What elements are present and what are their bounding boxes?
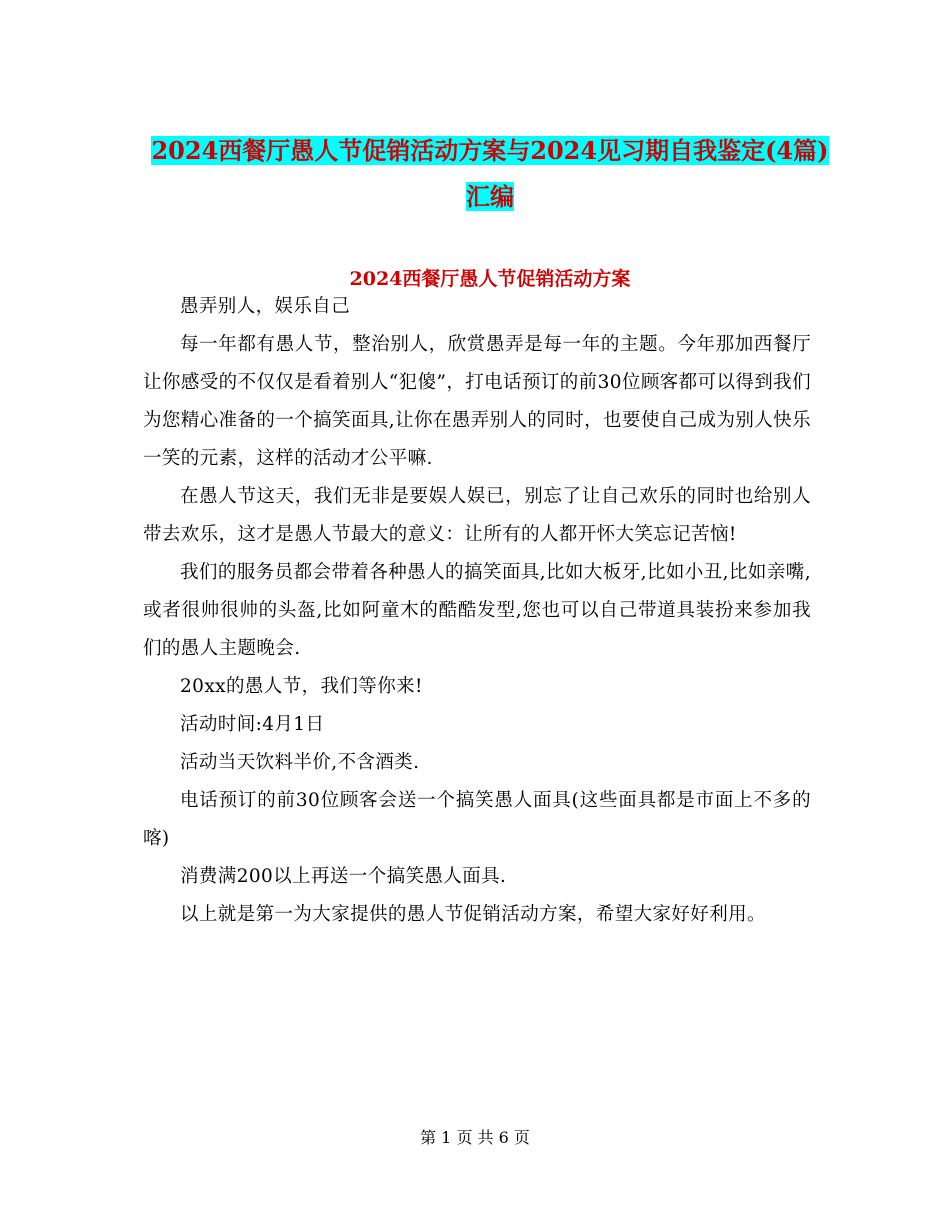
paragraph-event-time: 活动时间:4月1日	[180, 714, 325, 735]
document-title-text: 2024西餐厅愚人节促销活动方案与2024见习期自我鉴定(4篇)汇编	[151, 136, 829, 212]
paragraph-closing: 以上就是第一为大家提供的愚人节促销活动方案，希望大家好好利用。	[180, 904, 766, 925]
paragraph-intro: 每一年都有愚人节，整治别人，欣赏愚弄是每一年的主题。今年那加西餐厅让你感受的不仅仅是看着别人“犯傻”，打电话预订的前30位顾客都可以得到我们为您精心准备的一个搞笑面具,让你在愚弄别人的同时，也要使自己成为别人快乐一笑的元素，这样的活动才公平嘛.	[143, 334, 811, 469]
document-title	[140, 128, 840, 220]
paragraph-invitation: 20xx的愚人节，我们等你来!	[180, 676, 423, 697]
section-heading: 2024西餐厅愚人节促销活动方案	[349, 267, 631, 290]
page-number-footer: 第 1 页 共 6 页	[420, 1128, 530, 1147]
paragraph-spend-gift: 消费满200以上再送一个搞笑愚人面具.	[180, 866, 507, 887]
paragraph-drinks-offer: 活动当天饮料半价,不含酒类.	[180, 752, 420, 773]
paragraph-booking-gift: 电话预订的前30位顾客会送一个搞笑愚人面具(这些面具都是市面上不多的喀)	[143, 790, 811, 849]
document-body	[143, 288, 811, 934]
paragraph-staff-masks: 我们的服务员都会带着各种愚人的搞笑面具,比如大板牙,比如小丑,比如亲嘴,或者很帅很帅的头盔,比如阿童木的酷酷发型,您也可以自己带道具装扮来参加我们的愚人主题晚会.	[143, 562, 811, 659]
paragraph-meaning: 在愚人节这天，我们无非是要娱人娱已，别忘了让自己欢乐的同时也给别人带去欢乐，这才是愚人节最大的意义：让所有的人都开怀大笑忘记苦恼!	[143, 486, 811, 545]
paragraph-slogan: 愚弄别人，娱乐自己	[180, 296, 351, 317]
